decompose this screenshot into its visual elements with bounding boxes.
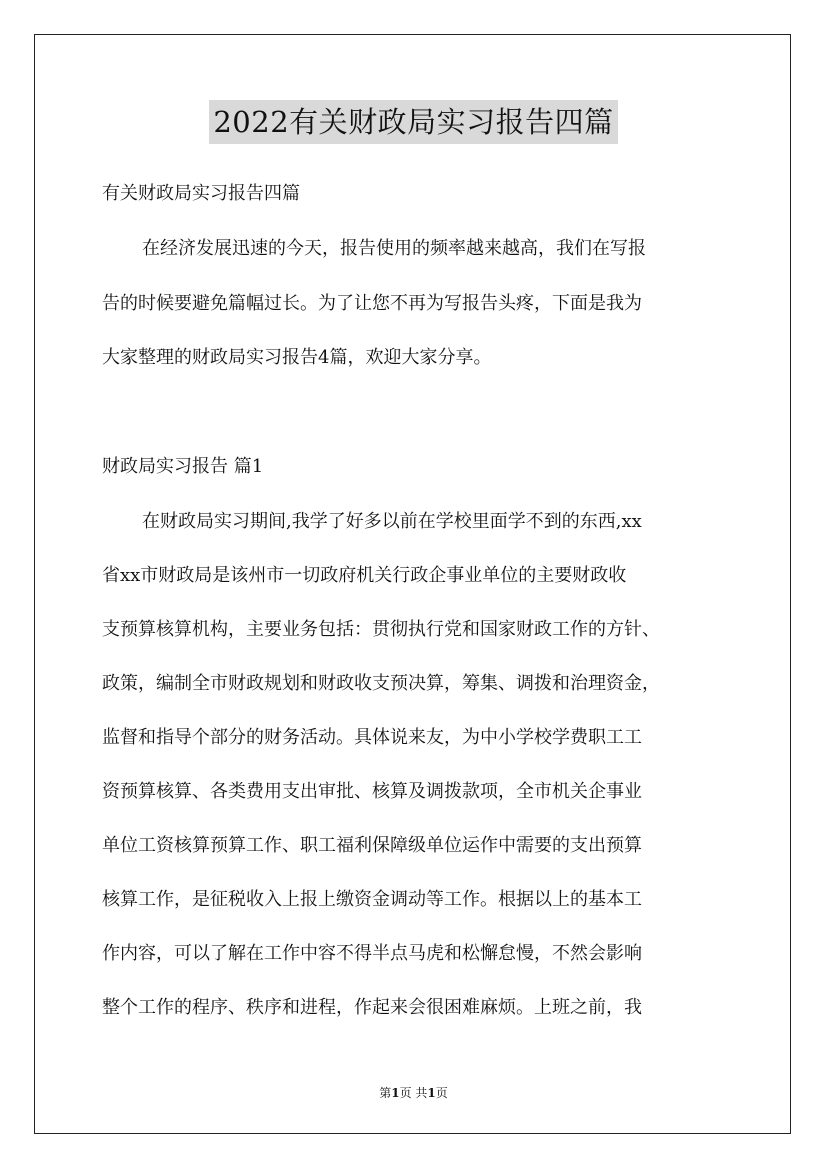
intro-line: 在经济发展迅速的今天，报告使用的频率越来越高，我们在写报 xyxy=(142,238,646,259)
page-footer xyxy=(0,1085,827,1101)
title-container xyxy=(0,100,827,144)
body-line: 作内容，可以了解在工作中容不得半点马虎和松懈怠慢，不然会影响 xyxy=(102,943,642,964)
body-line: 省xx市财政局是该州市一切政府机关行政企事业单位的主要财政收 xyxy=(102,565,627,586)
body-line: 整个工作的程序、秩序和进程，作起来会很困难麻烦。上班之前，我 xyxy=(102,997,642,1018)
body-line: 政策，编制全市财政规划和财政收支预决算，筹集、调拨和治理资金， xyxy=(102,673,660,694)
document-title: 2022有关财政局实习报告四篇 xyxy=(209,100,617,144)
section-heading: 财政局实习报告 篇1 xyxy=(102,456,264,477)
body-line: 支预算核算机构，主要业务包括：贯彻执行党和国家财政工作的方针、 xyxy=(102,619,660,640)
intro-line: 告的时候要避免篇幅过长。为了让您不再为写报告头疼，下面是我为 xyxy=(102,293,642,314)
footer-page-number: 1 xyxy=(391,1086,400,1100)
intro-line: 大家整理的财政局实习报告4篇，欢迎大家分享。 xyxy=(102,347,492,368)
footer-page-prefix: 第 xyxy=(379,1086,392,1100)
body-line: 资预算核算、各类费用支出审批、核算及调拨款项，全市机关企事业 xyxy=(102,781,642,802)
document-subtitle: 有关财政局实习报告四篇 xyxy=(102,183,300,204)
body-line: 单位工资核算预算工作、职工福利保障级单位运作中需要的支出预算 xyxy=(102,835,642,856)
footer-total-pages: 1 xyxy=(427,1086,436,1100)
footer-total-suffix: 页 xyxy=(435,1086,448,1100)
body-line: 在财政局实习期间,我学了好多以前在学校里面学不到的东西,xx xyxy=(142,511,642,532)
body-line: 监督和指导个部分的财务活动。具体说来友，为中小学校学费职工工 xyxy=(102,727,642,748)
body-line: 核算工作，是征税收入上报上缴资金调动等工作。根据以上的基本工 xyxy=(102,889,642,910)
footer-page-suffix: 页 共 xyxy=(399,1086,428,1100)
